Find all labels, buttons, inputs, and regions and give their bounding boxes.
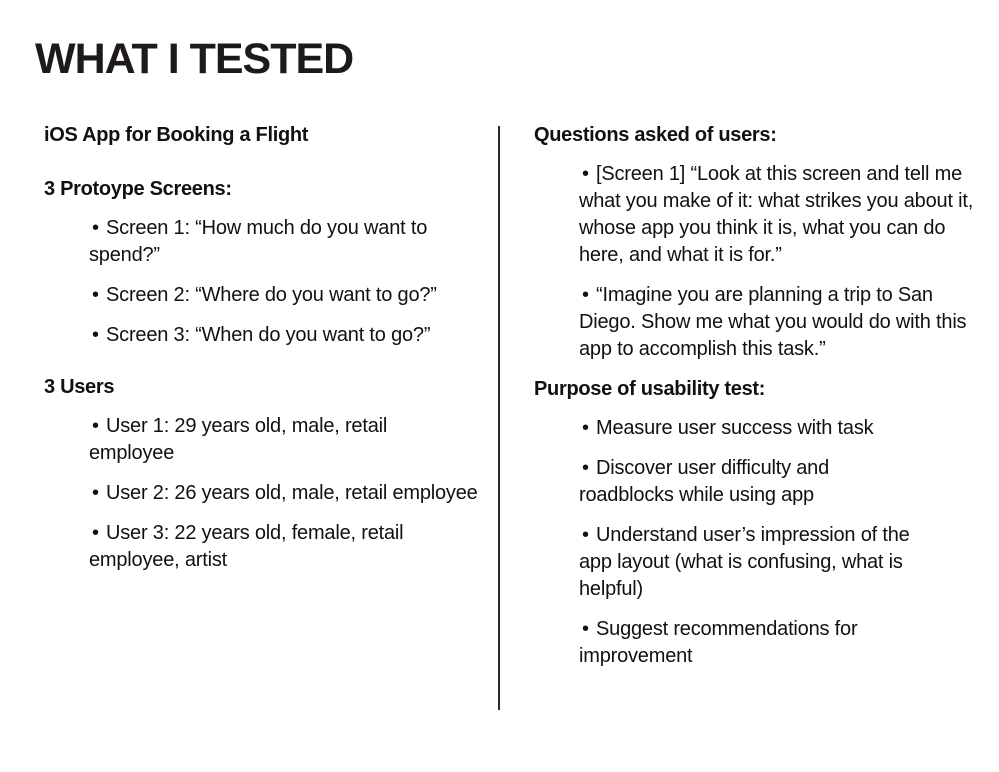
purpose-item [579, 415, 974, 442]
screen-item [89, 282, 484, 309]
bullet-icon: • [92, 482, 99, 504]
bullet-icon: • [582, 163, 589, 185]
user-item-text: User 2: 26 years old, male, retail employee [106, 482, 478, 504]
screens-list [44, 215, 484, 349]
purpose-item-text: Measure user success with task [596, 417, 874, 439]
bullet-icon: • [582, 618, 589, 640]
question-item [579, 282, 974, 363]
bullet-icon: • [92, 415, 99, 437]
user-item-text: User 3: 22 years old, female, retail employee, artist [89, 522, 404, 571]
user-item [89, 413, 389, 467]
purpose-item-text: Discover user difficulty and roadblocks while using app [579, 457, 830, 506]
user-item-text: User 1: 29 years old, male, retail employee [89, 415, 388, 464]
screen-item-text: Screen 2: “Where do you want to go?” [106, 284, 437, 306]
bullet-icon: • [92, 217, 99, 239]
purpose-item [579, 455, 909, 509]
purpose-list [534, 415, 974, 670]
bullet-icon: • [582, 417, 589, 439]
purpose-item [579, 522, 939, 603]
column-divider [498, 126, 500, 710]
screen-item [89, 215, 484, 269]
bullet-icon: • [582, 524, 589, 546]
bullet-icon: • [92, 522, 99, 544]
page-title: WHAT I TESTED [35, 35, 354, 83]
questions-list [534, 161, 974, 363]
bullet-icon: • [92, 284, 99, 306]
question-item [579, 161, 974, 269]
purpose-item-text: Understand user’s impression of the app layout (what is confusing, what is helpful) [579, 524, 910, 600]
user-item [89, 520, 484, 574]
purpose-item [579, 616, 919, 670]
bullet-icon: • [92, 324, 99, 346]
screen-item [89, 322, 484, 349]
questions-heading: Questions asked of users: [534, 124, 777, 146]
left-column [44, 122, 484, 587]
users-heading: 3 Users [44, 376, 115, 398]
users-list [44, 413, 484, 574]
question-item-text: [Screen 1] “Look at this screen and tell me what you make of it: what strikes you about it, whose app you think it is, what you can do here, and what it is for.” [579, 163, 974, 266]
question-item-text: “Imagine you are planning a trip to San Diego. Show me what you would do with this app to accomplish this task.” [579, 284, 967, 360]
screen-item-text: Screen 3: “When do you want to go?” [106, 324, 431, 346]
app-title: iOS App for Booking a Flight [44, 124, 309, 146]
user-item [89, 480, 484, 507]
bullet-icon: • [582, 457, 589, 479]
purpose-item-text: Suggest recommendations for improvement [579, 618, 858, 667]
bullet-icon: • [582, 284, 589, 306]
screen-item-text: Screen 1: “How much do you want to spend?” [89, 217, 428, 266]
screens-heading: 3 Protoype Screens: [44, 178, 232, 200]
right-column [534, 122, 974, 683]
purpose-heading: Purpose of usability test: [534, 378, 766, 400]
